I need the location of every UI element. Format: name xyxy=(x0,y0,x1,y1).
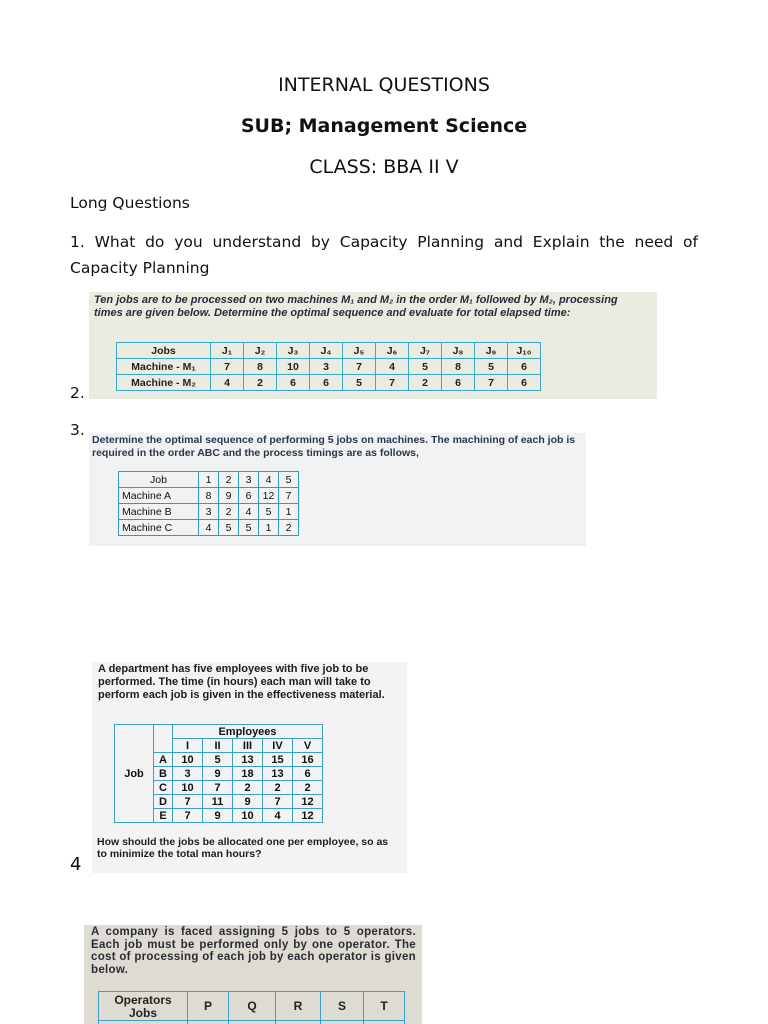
column-header: Q xyxy=(229,992,276,1021)
table-cell: 3 xyxy=(199,504,219,520)
table-row xyxy=(115,725,323,739)
document-title: INTERNAL QUESTIONS xyxy=(278,74,490,96)
table-cell: 1 xyxy=(199,472,219,488)
table-header-label: Job xyxy=(119,472,199,488)
table-row xyxy=(117,359,541,375)
table-cell: 6 xyxy=(277,375,310,391)
table-cell: 7 xyxy=(173,795,203,809)
table-cell: 4 xyxy=(199,520,219,536)
table-cell: 2 xyxy=(409,375,442,391)
table-cell: 5 xyxy=(259,504,279,520)
row-label: D xyxy=(154,795,173,809)
question-3-image xyxy=(89,433,586,546)
table-cell: 5 xyxy=(475,359,508,375)
question-2-number: 2. xyxy=(70,384,85,402)
question-3-text: Determine the optimal sequence of performing 5 jobs on machines. The machining of each job is required in the order ABC and the process timings are as follows, xyxy=(92,434,576,459)
table-cell: 2 xyxy=(219,504,239,520)
table-cell: 5 xyxy=(343,375,376,391)
column-header: S xyxy=(321,992,364,1021)
table-cell: 10 xyxy=(233,809,263,823)
table-cell: 5 xyxy=(219,520,239,536)
table-cell: 4 xyxy=(376,359,409,375)
employees-heading: Employees xyxy=(173,725,323,739)
table-cell: 1 xyxy=(279,504,299,520)
row-label: Machine A xyxy=(119,488,199,504)
table-cell: 7 xyxy=(343,359,376,375)
table-cell: 2 xyxy=(233,781,263,795)
table-cell: 15 xyxy=(263,753,293,767)
table-cell: 2 xyxy=(293,781,323,795)
table-cell: 6 xyxy=(293,767,323,781)
table-cell: 5 xyxy=(239,520,259,536)
table-cell: 10 xyxy=(277,359,310,375)
column-header: V xyxy=(293,739,323,753)
table-cell: 3 xyxy=(310,359,343,375)
question-2-text: Ten jobs are to be processed on two machines M₁ and M₂ in the order M₁ followed by M₂, processing times are given below. Determine the optimal sequence and evaluate for total elapsed time: xyxy=(94,294,618,319)
table-row xyxy=(117,375,541,391)
table-cell: 7 xyxy=(279,488,299,504)
question-4-number: 4 xyxy=(70,854,82,875)
table-cell: 4 xyxy=(259,472,279,488)
table-cell: 8 xyxy=(442,359,475,375)
table-cell: 2 xyxy=(279,520,299,536)
row-label: Machine C xyxy=(119,520,199,536)
row-label: Machine B xyxy=(119,504,199,520)
column-header: P xyxy=(188,992,229,1021)
table-cell: J₇ xyxy=(409,343,442,359)
table-cell: 6 xyxy=(239,488,259,504)
table-cell: 13 xyxy=(263,767,293,781)
table-cell: 12 xyxy=(293,809,323,823)
table-cell: 7 xyxy=(263,795,293,809)
subject-heading: SUB; Management Science xyxy=(240,115,528,137)
table-cell: 9 xyxy=(233,795,263,809)
table-cell: 2 xyxy=(219,472,239,488)
column-header: IV xyxy=(263,739,293,753)
table-cell: J₈ xyxy=(442,343,475,359)
table-cell: J₂ xyxy=(244,343,277,359)
table-cell: 16 xyxy=(293,753,323,767)
question-4-table xyxy=(114,724,323,823)
table-cell: 10 xyxy=(173,781,203,795)
table-cell: J₃ xyxy=(277,343,310,359)
table-cell: 13 xyxy=(233,753,263,767)
question-5-table xyxy=(98,991,405,1024)
table-cell: 6 xyxy=(508,359,541,375)
operators-label: Operators xyxy=(114,993,172,1007)
table-cell: 7 xyxy=(475,375,508,391)
table-cell: 5 xyxy=(203,753,233,767)
table-cell: 9 xyxy=(203,767,233,781)
table-cell: 6 xyxy=(442,375,475,391)
job-axis-label: Job xyxy=(115,725,154,823)
table-cell: 12 xyxy=(293,795,323,809)
row-label: B xyxy=(154,767,173,781)
table-cell: 9 xyxy=(219,488,239,504)
jobs-label: Jobs xyxy=(128,1006,157,1020)
table-row xyxy=(99,992,405,1021)
table-cell: 7 xyxy=(211,359,244,375)
table-cell: 7 xyxy=(203,781,233,795)
question-4-image xyxy=(92,662,407,873)
row-label: A xyxy=(154,753,173,767)
question-3-number: 3. xyxy=(70,421,85,439)
table-cell: 7 xyxy=(376,375,409,391)
table-cell: 9 xyxy=(203,809,233,823)
question-4-footer: How should the jobs be allocated one per employee, so as to minimize the total man hours? xyxy=(97,836,389,860)
table-cell: 18 xyxy=(233,767,263,781)
table-cell: 6 xyxy=(310,375,343,391)
question-5-image xyxy=(84,925,422,1024)
table-row xyxy=(119,472,299,488)
table-cell: 12 xyxy=(259,488,279,504)
table-row xyxy=(119,520,299,536)
table-cell: 5 xyxy=(279,472,299,488)
table-cell: 4 xyxy=(263,809,293,823)
table-cell: 7 xyxy=(173,809,203,823)
table-cell: J₄ xyxy=(310,343,343,359)
row-label: Machine - M₁ xyxy=(117,359,211,375)
table-cell: 4 xyxy=(211,375,244,391)
table-cell: J₅ xyxy=(343,343,376,359)
question-2-table xyxy=(116,342,541,391)
table-cell: 1 xyxy=(259,520,279,536)
table-cell: 3 xyxy=(239,472,259,488)
table-cell: J₉ xyxy=(475,343,508,359)
question-2-image xyxy=(89,292,657,399)
row-label: Machine - M₂ xyxy=(117,375,211,391)
table-row xyxy=(119,488,299,504)
table-cell: 8 xyxy=(244,359,277,375)
table-cell: J₁₀ xyxy=(508,343,541,359)
column-header: II xyxy=(203,739,233,753)
column-header: R xyxy=(276,992,321,1021)
section-label: Long Questions xyxy=(70,194,190,212)
table-cell: 6 xyxy=(508,375,541,391)
question-5-text: A company is faced assigning 5 jobs to 5 operators. Each job must be performed only by one operator. The cost of processing of each job by each operator is given below. xyxy=(91,926,416,976)
table-cell: 2 xyxy=(244,375,277,391)
row-label: C xyxy=(154,781,173,795)
question-1: 1. What do you understand by Capacity Planning and Explain the need of Capacity Planning xyxy=(70,233,698,277)
table-cell: 3 xyxy=(173,767,203,781)
column-header: T xyxy=(364,992,405,1021)
table-cell: 8 xyxy=(199,488,219,504)
table-cell: J₆ xyxy=(376,343,409,359)
table-cell: J₁ xyxy=(211,343,244,359)
table-cell: 5 xyxy=(409,359,442,375)
class-heading: CLASS: BBA II V xyxy=(309,156,459,178)
table-row xyxy=(119,504,299,520)
table-cell: 11 xyxy=(203,795,233,809)
question-4-text: A department has five employees with five job to be performed. The time (in hours) each man will take to perform each job is given in the effectiveness material. xyxy=(98,663,385,701)
table-cell: 2 xyxy=(263,781,293,795)
question-3-table xyxy=(118,471,299,536)
column-header: I xyxy=(173,739,203,753)
table-cell: 10 xyxy=(173,753,203,767)
table-cell: 4 xyxy=(239,504,259,520)
row-label: E xyxy=(154,809,173,823)
column-header: III xyxy=(233,739,263,753)
table-header-label: Jobs xyxy=(117,343,211,359)
